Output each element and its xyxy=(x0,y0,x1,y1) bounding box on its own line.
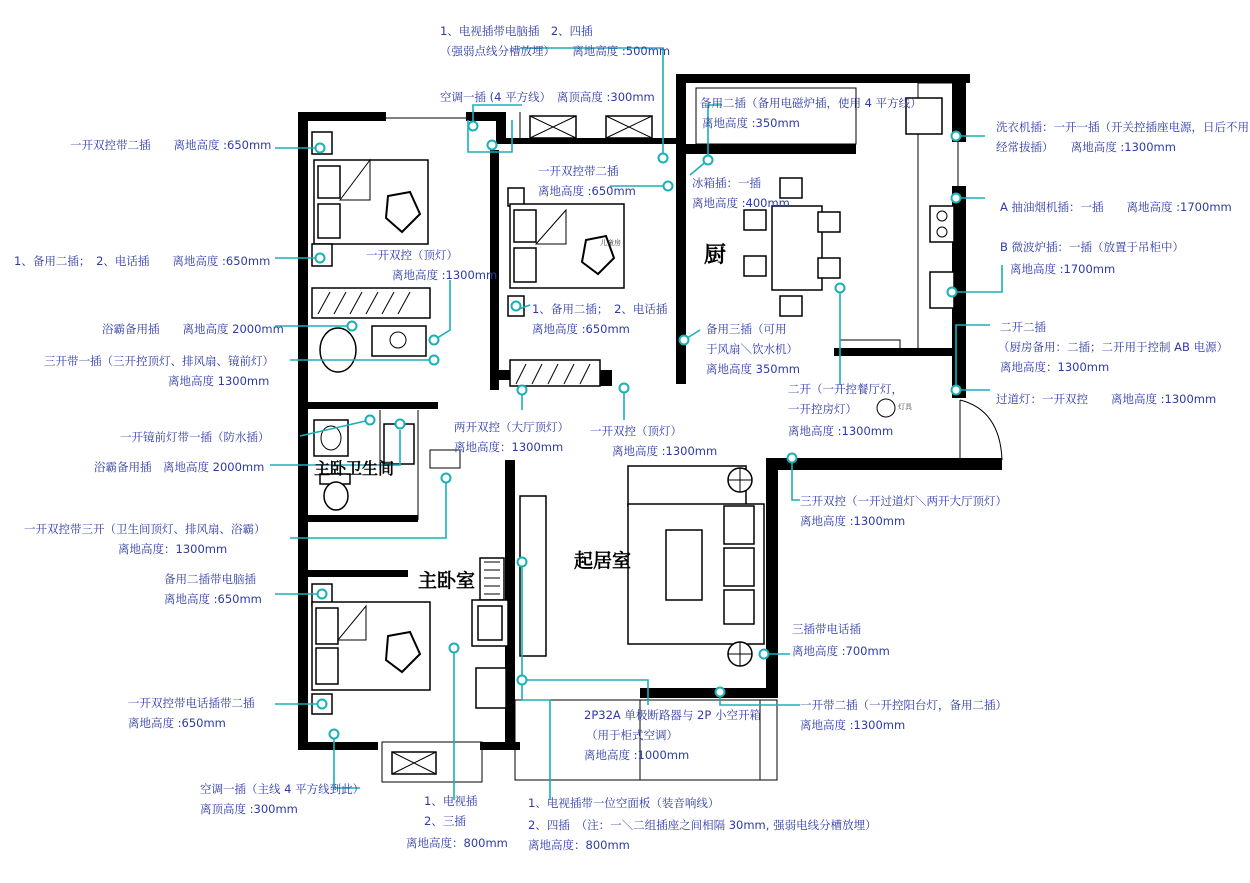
kids-light-label-1: 一开双控（顶灯） xyxy=(590,424,682,438)
master-spare-label-1: 备用二插带电脑插 xyxy=(164,572,256,586)
breaker-label-2: （用于柜式空调） xyxy=(586,728,678,742)
spare-induction-label-2: 离地高度 :350mm xyxy=(702,116,800,130)
bath-switch-label-2: 离地高度：1300mm xyxy=(118,542,228,556)
tv-top-label-1: 1、电视插带电脑插 2、四插 xyxy=(440,24,593,38)
bath-switch-label-1: 一开双控带三开（卫生间顶灯、排风扇、浴霸） xyxy=(24,522,266,536)
bed1-spare-label: 1、备用二插； 2、电话插 离地高度 :650mm xyxy=(14,254,271,268)
room-label-living-room: 起居室 xyxy=(574,550,632,572)
bath-heater-spare-label-2: 浴霸备用插 离地高度 2000mm xyxy=(94,460,265,474)
ac-main-label-1: 空调一插（主线 4 平方线到此） xyxy=(200,782,365,796)
breaker-label-3: 离地高度 :1000mm xyxy=(584,748,690,762)
three-switch-label-1: 三开带一插（三开控顶灯、排风扇、镜前灯） xyxy=(44,354,274,368)
spare-three-label-2: 于风扇＼饮水机） xyxy=(706,342,798,356)
hall-double-label-1: 两开双控（大厅顶灯） xyxy=(454,420,569,434)
tv-living-label-3: 离地高度：800mm xyxy=(528,838,630,852)
tv-living-label-2: 2、四插 （注：一＼二组插座之间相隔 30mm, 强弱电线分槽放埋） xyxy=(528,818,877,832)
kids-spare-label-2: 离地高度 :650mm xyxy=(532,322,630,336)
bed1-light-label-2: 离地高度 :1300mm xyxy=(392,268,498,282)
spare-three-label-3: 离地高度 350mm xyxy=(706,362,801,376)
bed1-light-label-1: 一开双控（顶灯） xyxy=(366,248,458,262)
three-phone-label-2: 离地高度 :700mm xyxy=(792,644,890,658)
three-phone-label-1: 三插带电话插 xyxy=(792,622,861,636)
tv-master-label-1: 1、电视插 xyxy=(424,794,478,808)
ac-main-label-2: 离顶高度 :300mm xyxy=(200,802,298,816)
tv-top-label-2: （强弱点线分槽放埋） 离地高度 :500mm xyxy=(440,44,671,58)
three-switch-label-2: 离地高度 1300mm xyxy=(168,374,270,388)
dining-switch-label-1: 二开（一开控餐厅灯， xyxy=(788,382,903,396)
bath-heater-spare-label: 浴霸备用插 离地高度 2000mm xyxy=(102,322,284,336)
master-spare-label-2: 离地高度 :650mm xyxy=(164,592,262,606)
master-switch-label-2: 离地高度 :650mm xyxy=(128,716,226,730)
balcony-label-1: 一开带二插（一开控阳台灯，备用二插） xyxy=(800,698,1007,712)
hall-double-label-2: 离地高度：1300mm xyxy=(454,440,564,454)
washer-label-1: 洗衣机插：一开一插（开关控插座电源，日后不用 xyxy=(996,120,1249,134)
breaker-label-1: 2P32A 单极断路器与 2P 小空开箱 xyxy=(584,708,761,722)
kids-switch-label-2: 离地高度 :650mm xyxy=(538,184,636,198)
fridge-label-2: 离地高度 :400mm xyxy=(692,196,790,210)
hood-label: A 抽油烟机插：一插 离地高度 :1700mm xyxy=(1000,200,1232,214)
tv-master-label-3: 离地高度：800mm xyxy=(406,836,508,850)
balcony-label-2: 离地高度 :1300mm xyxy=(800,718,906,732)
spare-three-label-1: 备用三插（可用 xyxy=(706,322,787,336)
kids-light-label-2: 离地高度 :1300mm xyxy=(612,444,718,458)
living-room-furniture xyxy=(520,466,764,666)
master-switch-label-1: 一开双控带电话插带二插 xyxy=(128,696,255,710)
mirror-light-label: 一开镜前灯带一插（防水插） xyxy=(120,430,270,444)
dining-switch-label-3: 离地高度 :1300mm xyxy=(788,424,894,438)
tv-living-label-1: 1、电视插带一位空面板（装音响线） xyxy=(528,796,720,810)
kids-switch-label-1: 一开双控带二插 xyxy=(538,164,619,178)
corridor-light-label: 过道灯：一开双控 离地高度 :1300mm xyxy=(996,392,1217,406)
kitchen-switch-label-3: 离地高度：1300mm xyxy=(1000,360,1110,374)
fridge-label-1: 冰箱插：一插 xyxy=(692,176,761,190)
bed1-switch-label: 一开双控带二插 离地高度 :650mm xyxy=(70,138,272,152)
three-double-label-2: 离地高度 :1300mm xyxy=(800,514,906,528)
dining-switch-label-2: 一开控房灯） xyxy=(788,402,857,416)
kitchen-switch-label-2: （厨房备用：二插；二开用于控制 AB 电源） xyxy=(998,340,1229,354)
microwave-label-2: 离地高度 :1700mm xyxy=(1010,262,1116,276)
dining-lamp-label: 灯具 xyxy=(898,403,912,411)
washer-label-2: 经常拔插） 离地高度 :1300mm xyxy=(996,140,1176,154)
kids-spare-label-1: 1、备用二插； 2、电话插 xyxy=(532,302,668,316)
tv-master-label-2: 2、三插 xyxy=(424,814,466,828)
microwave-label-1: B 微波炉插：一插（放置于吊柜中） xyxy=(1000,240,1185,254)
room-label-master-bedroom: 主卧室 xyxy=(418,570,476,592)
spare-induction-label-1: 备用二插（备用电磁炉插，使用 4 平方线） xyxy=(700,96,922,110)
kids-room-furniture xyxy=(508,188,624,386)
kitchen-switch-label-1: 二开二插 xyxy=(1000,320,1046,334)
room-label-master-bathroom: 主卧卫生间 xyxy=(314,459,395,478)
three-double-label-1: 三开双控（一开过道灯＼两开大厅顶灯） xyxy=(800,494,1007,508)
room-label-kids-room: 儿童房 xyxy=(600,239,621,247)
room-label-kitchen: 厨 xyxy=(704,242,727,268)
ac-top-label: 空调一插 (4 平方线） 离顶高度 :300mm xyxy=(440,90,655,104)
